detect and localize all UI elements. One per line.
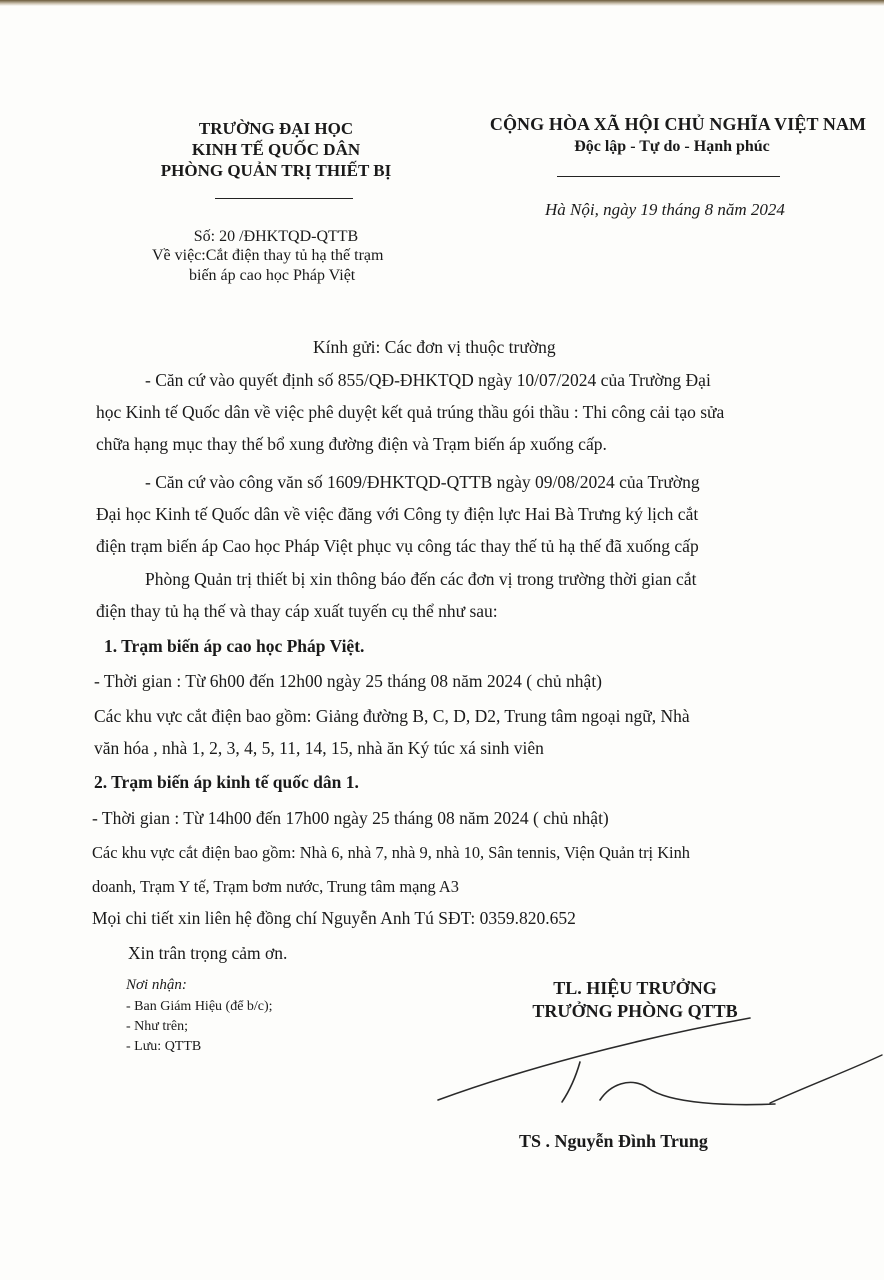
section-1-areas-line-2: văn hóa , nhà 1, 2, 3, 4, 5, 11, 14, 15, nhà ăn Ký túc xá sinh viên bbox=[94, 738, 544, 758]
paragraph-2-line-1: - Căn cứ vào công văn số 1609/ĐHKTQD-QTTB ngày 09/08/2024 của Trường bbox=[145, 472, 700, 492]
thanks-line: Xin trân trọng cảm ơn. bbox=[128, 943, 288, 963]
issue-date: Hà Nội, ngày 19 tháng 8 năm 2024 bbox=[545, 200, 785, 219]
signer-name: TS . Nguyễn Đình Trung bbox=[519, 1131, 708, 1151]
paragraph-1-line-1: - Căn cứ vào quyết định số 855/QĐ-ĐHKTQD ngày 10/07/2024 của Trường Đại bbox=[145, 370, 711, 390]
org-university-name: KINH TẾ QUỐC DÂN bbox=[191, 140, 361, 159]
handwritten-signature bbox=[430, 1000, 884, 1120]
paragraph-1-line-2: học Kinh tế Quốc dân về việc phê duyệt kết quả trúng thầu gói thầu : Thi công cải tạo sửa bbox=[96, 402, 725, 422]
recipients-label: Nơi nhận: bbox=[126, 977, 187, 993]
paragraph-3-line-2: điện thay tủ hạ thế và thay cáp xuất tuyến cụ thể như sau: bbox=[96, 601, 498, 621]
section-2-areas-line-2: doanh, Trạm Y tế, Trạm bơm nước, Trung tâm mạng A3 bbox=[92, 877, 459, 896]
paragraph-1-line-3: chữa hạng mục thay thế bổ xung đường điện và Trạm biến áp xuống cấp. bbox=[96, 434, 607, 454]
recipient-item: - Như trên; bbox=[126, 1019, 189, 1034]
paragraph-3-line-1: Phòng Quản trị thiết bị xin thông báo đến các đơn vị trong trường thời gian cắt bbox=[145, 569, 697, 589]
section-2-areas-line-1: Các khu vực cắt điện bao gồm: Nhà 6, nhà 7, nhà 9, nhà 10, Sân tennis, Viện Quản trị Kinh bbox=[92, 843, 690, 862]
paragraph-2-line-2: Đại học Kinh tế Quốc dân về việc đăng với Công ty điện lực Hai Bà Trưng ký lịch cắt bbox=[96, 504, 699, 524]
section-2-time: - Thời gian : Từ 14h00 đến 17h00 ngày 25 tháng 08 năm 2024 ( chủ nhật) bbox=[92, 808, 609, 828]
signature-title-2: TRƯỞNG PHÒNG QTTB bbox=[532, 1001, 738, 1021]
section-1-heading: 1. Trạm biến áp cao học Pháp Việt. bbox=[104, 636, 365, 656]
subject-line-2: biến áp cao học Pháp Việt bbox=[189, 267, 356, 284]
national-title: CỘNG HÒA XÃ HỘI CHỦ NGHĨA VIỆT NAM bbox=[489, 114, 867, 134]
recipient-item: - Ban Giám Hiệu (để b/c); bbox=[126, 999, 273, 1014]
recipient-line: Kính gửi: Các đơn vị thuộc trường bbox=[313, 337, 556, 357]
org-university: TRƯỜNG ĐẠI HỌC bbox=[198, 119, 354, 138]
paragraph-2-line-3: điện trạm biến áp Cao học Pháp Việt phục vụ công tác thay thế tủ hạ thế đã xuống cấp bbox=[96, 536, 699, 556]
section-1-areas-line-1: Các khu vực cắt điện bao gồm: Giảng đường B, C, D, D2, Trung tâm ngoại ngữ, Nhà bbox=[94, 706, 690, 726]
national-motto: Độc lập - Tự do - Hạnh phúc bbox=[574, 138, 770, 155]
section-1-time: - Thời gian : Từ 6h00 đến 12h00 ngày 25 tháng 08 năm 2024 ( chủ nhật) bbox=[94, 671, 603, 691]
recipient-item: - Lưu: QTTB bbox=[126, 1039, 202, 1054]
left-header-rule bbox=[215, 198, 353, 199]
document-number: Số: 20 /ĐHKTQD-QTTB bbox=[193, 228, 359, 245]
section-2-heading: 2. Trạm biến áp kinh tế quốc dân 1. bbox=[94, 772, 359, 792]
right-header-rule bbox=[557, 176, 780, 177]
subject-line-1: Về việc:Cắt điện thay tủ hạ thế trạm bbox=[152, 247, 384, 264]
scan-top-edge bbox=[0, 0, 884, 6]
contact-line: Mọi chi tiết xin liên hệ đồng chí Nguyễn Anh Tú SĐT: 0359.820.652 bbox=[92, 908, 576, 928]
org-department: PHÒNG QUẢN TRỊ THIẾT BỊ bbox=[160, 161, 392, 180]
signature-title-1: TL. HIỆU TRƯỞNG bbox=[553, 978, 717, 998]
